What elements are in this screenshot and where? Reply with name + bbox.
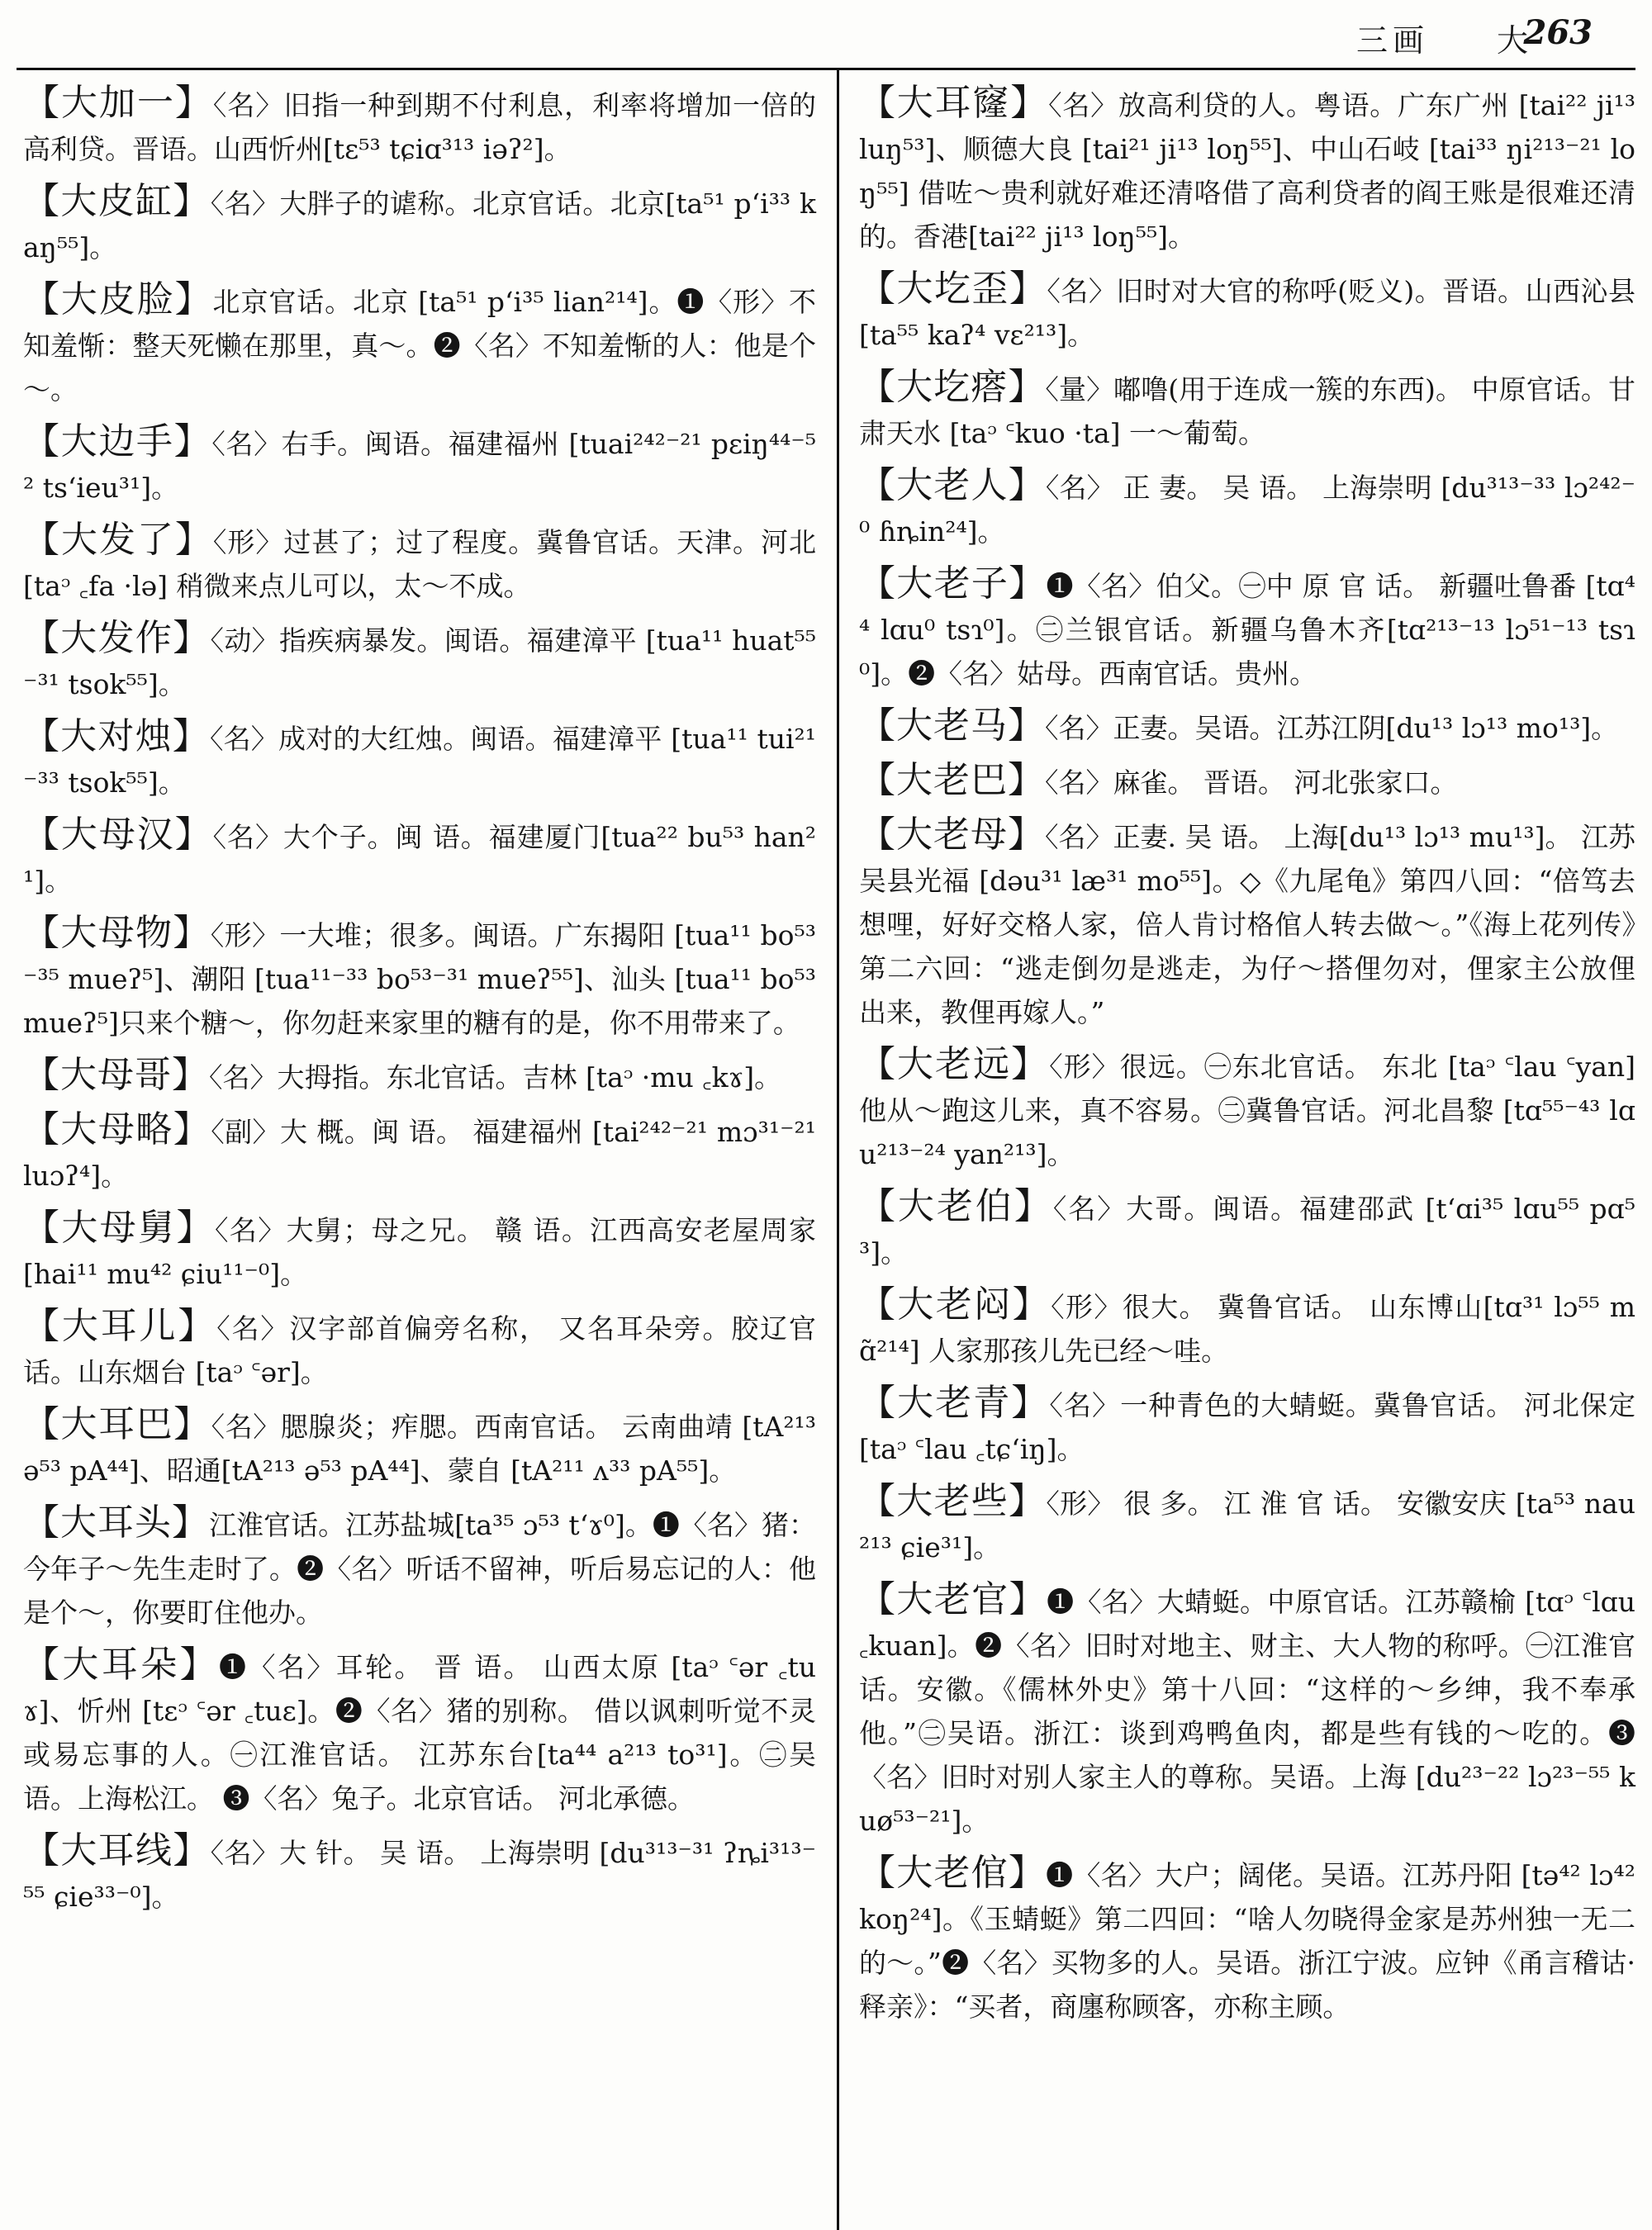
entry-headword: 【大老闷】 [859,1283,1051,1326]
dictionary-entry [23,518,816,608]
entry-headword: 【大母舅】 [23,1207,215,1249]
dictionary-entry [859,562,1635,695]
entry-definition: 〈量〉嘟噜(用于连成一簇的东西)。 中原官话。甘肃天水 [taᵓ ꜂kuo ·ta] 一～葡萄。 [859,373,1635,449]
dictionary-entry [859,704,1635,750]
entry-definition: 北京官话。北京 [ta⁵¹ pʻi³⁵ lian²¹⁴]。❶〈形〉不知羞惭：整天死懒在那里，真～。❷〈名〉不知羞惭的人：他是个～。 [23,286,816,406]
entry-definition: 〈名〉正妻. 吴 语。 上海[du¹³ lɔ¹³ mu¹³]。 江苏吴县光福 [dəu³¹ læ³¹ mo⁵⁵]。◇《九尾龟》第四八回：“倍笃去想哩，好好交格人家，倍人肯讨格倌人转去做～。”《海上花列传》第二六回：“逃走倒勿是逃走，为仔～搭俚勿对，俚家主公放俚出来，教俚再嫁人。” [859,821,1636,1028]
entry-headword: 【大老伯】 [859,1185,1053,1227]
dictionary-entry [23,1304,816,1394]
entry-definition: 〈名〉成对的大红烛。闽语。福建漳平 [tua¹¹ tui²¹⁻³³ tsok⁵⁵]。 [23,723,817,799]
dictionary-entry [859,1851,1635,2028]
dictionary-entry [23,179,816,269]
dictionary-entry [859,81,1635,259]
entry-headword: 【大圪歪】 [859,268,1047,310]
entry-headword: 【大耳巴】 [23,1403,211,1445]
entry-definition: 〈形〉很远。㊀东北官话。 东北 [taᵓ ꜂lau ꜂yan] 他从～跑这儿来，真不容易。㊁冀鲁官话。河北昌黎 [tɑ⁵⁵⁻⁴³ lɑu²¹³⁻²⁴ yan²¹³]。 [859,1051,1635,1170]
dictionary-entry [859,1479,1635,1569]
entry-headword: 【大母物】 [23,912,211,954]
entry-definition: 〈名〉麻雀。 晋语。 河北张家口。 [1045,766,1458,799]
entry-definition: 〈形〉过甚了；过了程度。冀鲁官话。天津。河北[taᵓ ꜀fa ·lə] 稍微来点儿可以，太～不成。 [23,526,817,602]
entry-definition: 〈名〉大舅；母之兄。 赣 语。江西高安老屋周家 [hai¹¹ mu⁴² ɕiu¹¹⁻⁰]。 [23,1214,817,1290]
entry-headword: 【大发作】 [23,617,211,659]
entry-headword: 【大老青】 [859,1382,1050,1424]
entry-definition: 〈名〉大哥。闽语。福建邵武 [tʻɑi³⁵ lɑu⁵⁵ pɑ⁵³]。 [859,1193,1635,1269]
entry-definition: 〈名〉大个子。闽 语。福建厦门[tua²² bu⁵³ han²¹]。 [23,821,816,897]
dictionary-entry [23,81,816,171]
entry-definition: ❶〈名〉耳轮。 晋 语。 山西太原 [taᵓ ꜂ər ꜀tuɤ]、忻州 [tɛᵓ ꜂ər ꜀tuɛ]。❷〈名〉猪的别称。 借以讽刺听觉不灵或易忘事的人。㊀江淮官话。 江苏东台[ta⁴⁴ a²¹³ to³¹]。㊁吴 语。上海松江。 ❸〈名〉兔子。北京官话。 河北承德。 [23,1651,817,1815]
dictionary-entry [23,1108,816,1198]
entry-headword: 【大老马】 [859,705,1045,747]
dictionary-entry [859,1042,1635,1176]
dictionary-entry [23,813,816,903]
section-character: 大 [1496,22,1528,59]
section-label: 三画 [1355,22,1429,59]
dictionary-entry [23,420,816,510]
entry-definition: 〈名〉大 针。 吴 语。 上海崇明 [du³¹³⁻³¹ ʔȵi³¹³⁻⁵⁵ ɕie³³⁻⁰]。 [23,1837,816,1913]
entry-definition: 〈名〉正妻。吴语。江苏江阴[du¹³ lɔ¹³ mo¹³]。 [1045,712,1619,744]
page-header [0,0,1652,66]
dictionary-entry [23,278,816,411]
dictionary-entry [23,911,816,1045]
entry-headword: 【大老母】 [859,814,1045,856]
entry-headword: 【大圪瘩】 [859,366,1046,408]
entry-definition: 〈名〉腮腺炎；痄腮。西南官话。 云南曲靖 [tA²¹³ ə⁵³ pA⁴⁴]、昭通[tA²¹³ ə⁵³ pA⁴⁴]、蒙自 [tA²¹¹ ʌ³³ pA⁵⁵]。 [23,1411,816,1487]
entry-definition: 〈名〉旧指一种到期不付利息，利率将增加一倍的高利贷。晋语。山西忻州[tɛ⁵³ tɕiɑ³¹³ iəʔ²]。 [23,89,817,165]
entry-definition: 〈名〉 正 妻。 吴 语。 上海崇明 [du³¹³⁻³³ lɔ²⁴²⁻⁰ ɦȵin²⁴]。 [859,472,1636,548]
left-column [23,81,816,1927]
entry-definition: 〈副〉大 概。闽 语。 福建福州 [tai²⁴²⁻²¹ mɔ³¹⁻²¹ luɔʔ⁴]。 [23,1116,816,1192]
entry-definition: ❶〈名〉伯父。㊀中 原 官 话。 新疆吐鲁番 [tɑ⁴⁴ lɑu⁰ tsɿ⁰]。㊁兰银官话。新疆乌鲁木齐[tɑ²¹³⁻¹³ lɔ⁵¹⁻¹³ tsɿ⁰]。❷〈名〉姑母。西南官话。贵州。 [859,570,1635,690]
dictionary-entry [23,1053,816,1099]
dictionary-entry [859,267,1635,357]
entry-headword: 【大母哥】 [23,1054,209,1096]
entry-headword: 【大耳头】 [23,1502,210,1544]
entry-headword: 【大母汉】 [23,814,213,856]
entry-definition: ❶〈名〉大户；阔佬。吴语。江苏丹阳 [tə⁴² lɔ⁴² koŋ²⁴]。《玉蜻蜓》第二四回：“啥人勿晓得金家是苏州独一无二的～。”❷〈名〉买物多的人。吴语。浙江宁波。应钟《甬言稽诂·释亲》：“买者，商廛称顾客，亦称主顾。 [859,1859,1635,2023]
entry-definition: ❶〈名〉大蜻蜓。中原官话。江苏赣榆 [tɑᵓ ꜂lɑu ꜀kuan]。❷〈名〉旧时对地主、财主、大人物的称呼。㊀江淮官话。安徽。《儒林外史》第十八回：“这样的～乡绅，我不奉承他。”㊁吴语。浙江：谈到鸡鸭鱼肉，都是些有钱的～吃的。❸〈名〉旧时对别人家主人的尊称。吴语。上海 [du²³⁻²² lɔ²³⁻⁵⁵ kuø⁵³⁻²¹]。 [859,1586,1636,1837]
right-column [859,81,1635,2037]
dictionary-entry [859,813,1635,1034]
entry-definition: 〈名〉一种青色的大蜻蜓。冀鲁官话。 河北保定 [taᵓ ꜂lau ꜀tɕʻiŋ]。 [859,1389,1635,1465]
entry-definition: 〈名〉大拇指。东北官话。吉林 [taᵓ ·mu ꜀kɤ]。 [209,1061,782,1094]
entry-headword: 【大老子】 [859,562,1047,605]
entry-headword: 【大老远】 [859,1043,1050,1085]
dictionary-entry [23,1829,816,1919]
entry-headword: 【大发了】 [23,519,213,561]
dictionary-entry [23,616,816,706]
entry-headword: 【大皮脸】 [23,278,213,320]
column-divider [837,69,839,2230]
dictionary-entry [859,758,1635,804]
entry-headword: 【大老巴】 [859,759,1045,801]
entry-headword: 【大老官】 [859,1578,1047,1620]
dictionary-entry [859,1184,1635,1274]
entry-definition: 〈动〉指疾病暴发。闽语。福建漳平 [tua¹¹ huat⁵⁵⁻³¹ tsok⁵⁵]。 [23,624,816,700]
dictionary-entry [859,463,1635,553]
dictionary-entry [859,1381,1635,1471]
entry-definition: 〈形〉很大。 冀鲁官话。 山东博山[tɑ³¹ lɔ⁵⁵ mɑ̃²¹⁴] 人家那孩儿先已经～哇。 [859,1291,1635,1367]
entry-definition: 江淮官话。江苏盐城[ta³⁵ ɔ⁵³ tʻɤ⁰]。❶〈名〉猪：今年子～先生走时了。❷〈名〉听话不留神，听后易忘记的人：他是个～，你要盯住他办。 [23,1509,816,1629]
entry-headword: 【大对烛】 [23,715,210,757]
entry-definition: 〈名〉大胖子的谑称。北京官话。北京[ta⁵¹ pʻi³³ kaŋ⁵⁵]。 [23,187,816,263]
entry-headword: 【大耳窿】 [859,82,1049,124]
dictionary-entry [23,1643,816,1820]
entry-headword: 【大耳朵】 [23,1644,220,1686]
entry-headword: 【大耳儿】 [23,1305,217,1347]
dictionary-entry [859,1283,1635,1373]
entry-headword: 【大皮缸】 [23,180,211,222]
dictionary-entry [859,365,1635,455]
dictionary-entry [23,1501,816,1635]
entry-definition: 〈形〉 很 多。 江 淮 官 话。 安徽安庆 [ta⁵³ nau²¹³ ɕie³¹]。 [859,1487,1636,1563]
header-rule [17,68,1635,70]
entry-definition: 〈名〉旧时对大官的称呼(贬义)。晋语。山西沁县 [ta⁵⁵ kaʔ⁴ vɛ²¹³]。 [859,275,1636,351]
entry-headword: 【大老倌】 [859,1852,1047,1894]
page-number: 263 [1523,13,1593,52]
dictionary-entry [23,1402,816,1492]
dictionary-entry [859,1578,1635,1843]
dictionary-entry [23,714,816,804]
entry-headword: 【大老些】 [859,1480,1047,1522]
entry-headword: 【大母略】 [23,1108,211,1151]
entry-headword: 【大老人】 [859,464,1046,506]
entry-definition: 〈名〉放高利贷的人。粤语。广东广州 [tai²² ji¹³ luŋ⁵³]、顺德大良 [tai²¹ ji¹³ loŋ⁵⁵]、中山石岐 [tai³³ ŋi²¹³⁻²¹ loŋ⁵⁵] 借咗～贵利就好难还清咯借了高利贷者的阎王账是很难还清的。香港[tai²² ji¹³ loŋ⁵⁵]。 [859,89,1636,253]
entry-headword: 【大耳线】 [23,1829,211,1872]
entry-headword: 【大边手】 [23,420,212,463]
entry-definition: 〈名〉右手。闽语。福建福州 [tuai²⁴²⁻²¹ pɛiŋ⁴⁴⁻⁵² tsʻieu³¹]。 [23,428,817,504]
dictionary-entry [23,1206,816,1296]
entry-definition: 〈形〉一大堆；很多。闽语。广东揭阳 [tua¹¹ bo⁵³⁻³⁵ mueʔ⁵]、潮阳 [tua¹¹⁻³³ bo⁵³⁻³¹ mueʔ⁵⁵]、汕头 [tua¹¹ bo⁵³ mueʔ⁵]只来个糖～，你勿赶来家里的糖有的是，你不用带来了。 [23,919,816,1039]
entry-headword: 【大加一】 [23,82,213,124]
entry-definition: 〈名〉汉字部首偏旁名称， 又名耳朵旁。胶辽官话。山东烟台 [taᵓ ꜂ər]。 [23,1312,816,1388]
